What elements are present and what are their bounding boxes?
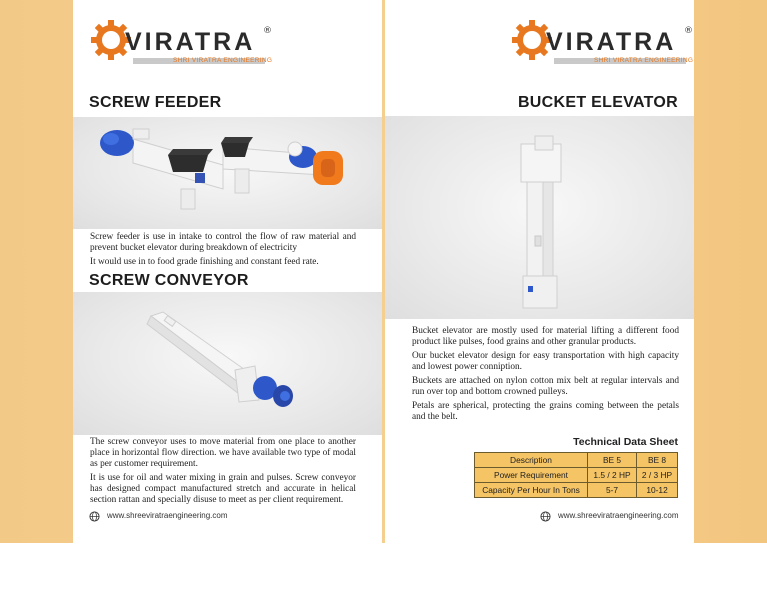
technical-data-sheet-title: Technical Data Sheet bbox=[573, 436, 678, 448]
table-row bbox=[475, 483, 678, 498]
globe-icon bbox=[540, 511, 551, 522]
table-cell: Capacity Per Hour In Tons bbox=[475, 483, 588, 498]
bucket-elevator-heading: BUCKET ELEVATOR bbox=[517, 94, 678, 111]
screw-conveyor-paragraph-2: It is use for oil and water mixing in grain and pulses. Screw conveyor has designed compact manufactured stretch and accurate in helical section rattan and specially disuse to meet as per client requirement. bbox=[90, 473, 356, 505]
table-cell: Power Requirement bbox=[475, 468, 588, 483]
registered-mark: ® bbox=[684, 26, 693, 36]
screw-feeder-paragraph-1: Screw feeder is use in intake to control the flow of raw material and prevent bucket elevator during breakdown of electricity bbox=[90, 232, 356, 253]
bucket-elevator-photo bbox=[385, 116, 694, 319]
table-row bbox=[475, 468, 678, 483]
bucket-elevator-paragraph-4: Petals are spherical, protecting the grains coming between the petals and the belt. bbox=[412, 401, 679, 422]
bucket-elevator-paragraph-2: Our bucket elevator design for easy transportation with high capacity and lowest power conniption. bbox=[412, 351, 679, 372]
logo-wordmark: VIRATRA bbox=[546, 28, 677, 56]
screw-feeder-photo bbox=[73, 117, 382, 229]
registered-mark: ® bbox=[263, 26, 272, 36]
website-link[interactable]: www.shreeviratraengineering.com bbox=[558, 511, 679, 520]
bucket-elevator-text bbox=[412, 326, 679, 426]
technical-data-table bbox=[474, 452, 678, 498]
table-cell: BE 8 bbox=[637, 453, 678, 468]
table-cell: 1.5 / 2 HP bbox=[588, 468, 637, 483]
screw-conveyor-heading: SCREW CONVEYOR bbox=[89, 272, 249, 289]
logo-wordmark: VIRATRA bbox=[125, 28, 256, 56]
screw-feeder-paragraph-2: It would use in to food grade finishing and constant feed rate. bbox=[90, 257, 319, 267]
logo-tagline: SHRI VIRATRA ENGINEERING bbox=[173, 57, 273, 64]
website-link[interactable]: www.shreeviratraengineering.com bbox=[107, 511, 228, 520]
viratra-logo-right bbox=[510, 18, 694, 66]
right-page bbox=[385, 0, 694, 543]
table-row bbox=[475, 453, 678, 468]
globe-icon bbox=[89, 511, 100, 522]
bucket-elevator-paragraph-1: Bucket elevator are mostly used for material lifting a different food product like pulses, food grains and other granular products. bbox=[412, 326, 679, 347]
screw-feeder-heading: SCREW FEEDER bbox=[89, 94, 222, 111]
table-cell: Description bbox=[475, 453, 588, 468]
screw-conveyor-paragraph-1: The screw conveyor uses to move material from one place to another place in horizontal flow direction. we have available two type of modal as per customer requirement. bbox=[90, 437, 356, 469]
left-page bbox=[73, 0, 382, 543]
table-cell: 10-12 bbox=[637, 483, 678, 498]
screw-conveyor-photo bbox=[73, 292, 382, 435]
bucket-elevator-illustration bbox=[385, 116, 694, 319]
screw-conveyor-illustration bbox=[73, 292, 382, 435]
logo-tagline: SHRI VIRATRA ENGINEERING bbox=[594, 57, 694, 64]
screw-conveyor-text bbox=[90, 437, 356, 509]
screw-feeder-illustration bbox=[73, 117, 382, 229]
table-cell: 5-7 bbox=[588, 483, 637, 498]
table-cell: BE 5 bbox=[588, 453, 637, 468]
screw-feeder-text bbox=[90, 232, 356, 271]
viratra-logo bbox=[89, 18, 273, 66]
bucket-elevator-paragraph-3: Buckets are attached on nylon cotton mix belt at regular intervals and run over top and bottom crowned pulleys. bbox=[412, 376, 679, 397]
table-cell: 2 / 3 HP bbox=[637, 468, 678, 483]
